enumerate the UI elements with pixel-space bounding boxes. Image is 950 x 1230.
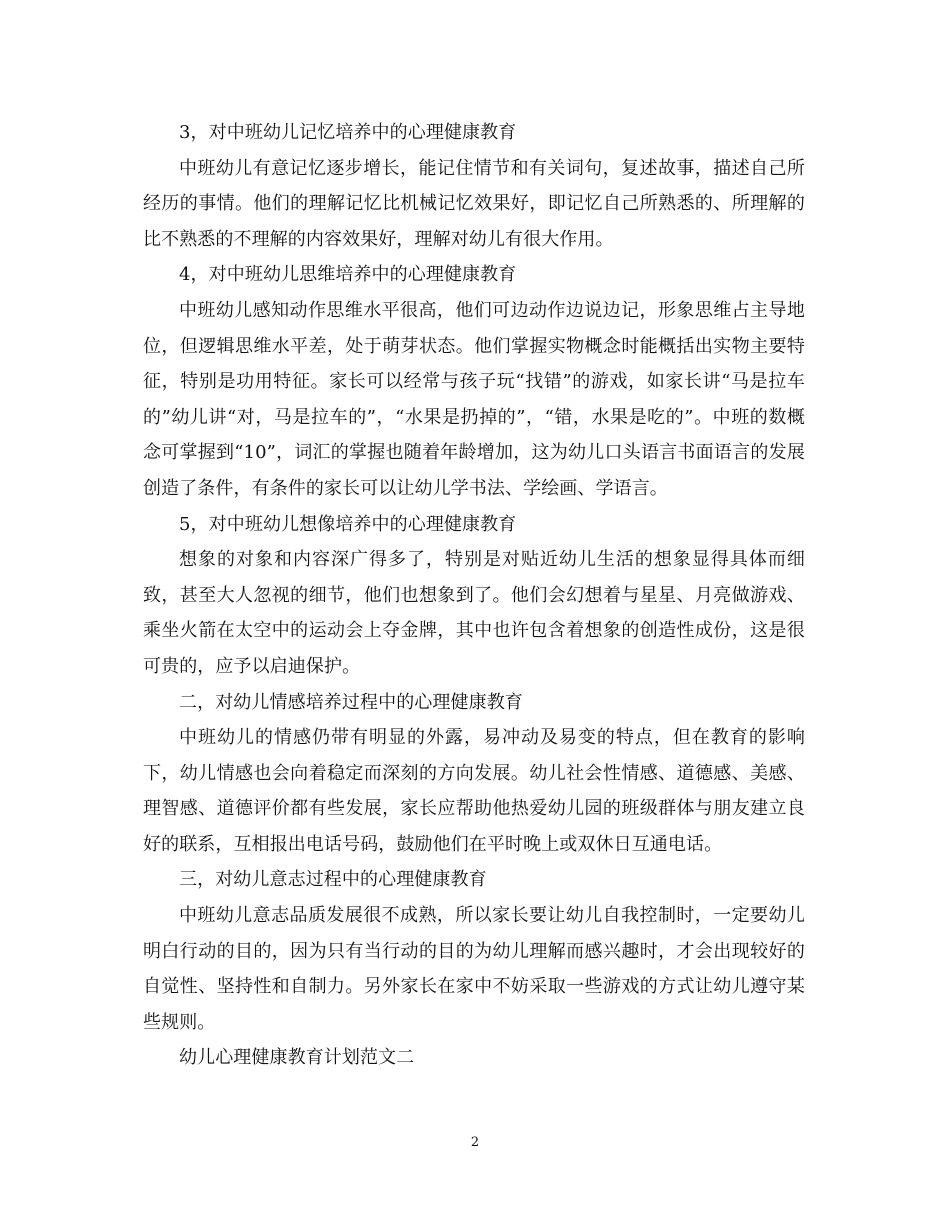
paragraph-thinking: 中班幼儿感知动作思维水平很高，他们可边动作边说边记，形象思维占主导地位，但逻辑思维水平差，处于萌芽状态。他们掌握实物概念时能概括出实物主要特征，特别是功用特征。家长可以经常与孩子玩“找错”的游戏，如家长讲“马是拉车的”幼儿讲“对，马是拉车的”，“水果是扔掉的”，“错，水果是吃的”。中班的数概念可掌握到“10”，词汇的掌握也随着年龄增加，这为幼儿口头语言书面语言的发展创造了条件，有条件的家长可以让幼儿学书法、学绘画、学语言。 <box>143 299 805 499</box>
paragraph-emotion: 中班幼儿的情感仍带有明显的外露，易冲动及易变的特点，但在教育的影响下，幼儿情感也会向着稳定而深刻的方向发展。幼儿社会性情感、道德感、美感、理智感、道德评价都有些发展，家长应帮助他热爱幼儿园的班级群体与朋友建立良好的联系，互相报出电话号码，鼓励他们在平时晚上或双休日互通电话。 <box>143 727 805 855</box>
paragraph-memory: 中班幼儿有意记忆逐步增长，能记住情节和有关词句，复述故事，描述自己所经历的事情。他们的理解记忆比机械记忆效果好，即记忆自己所熟悉的、所理解的比不熟悉的不理解的内容效果好，理解对幼儿有很大作用。 <box>143 157 805 250</box>
section-heading-thinking: 4，对中班幼儿思维培养中的心理健康教育 <box>179 264 517 286</box>
section-heading-emotion: 二，对幼儿情感培养过程中的心理健康教育 <box>179 691 523 713</box>
section-heading-imagination: 5，对中班幼儿想像培养中的心理健康教育 <box>179 513 517 535</box>
paragraph-imagination: 想象的对象和内容深广得多了，特别是对贴近幼儿生活的想象显得具体而细致，甚至大人忽视的细节，他们也想象到了。他们会幻想着与星星、月亮做游戏、乘坐火箭在太空中的运动会上夺金牌，其中也许包含着想象的创造性成份，这是很可贵的，应予以启迪保护。 <box>143 549 805 677</box>
section-heading-will: 三，对幼儿意志过程中的心理健康教育 <box>179 869 487 891</box>
section-heading-memory: 3，对中班幼儿记忆培养中的心理健康教育 <box>179 122 517 143</box>
paragraph-will: 中班幼儿意志品质发展很不成熟，所以家长要让幼儿自我控制时，一定要幼儿明白行动的目的，因为只有当行动的目的为幼儿理解而感兴趣时，才会出现较好的自觉性、坚持性和自制力。另外家长在家中不妨采取一些游戏的方式让幼儿遵守某些规则。 <box>143 905 805 1033</box>
document-body <box>143 115 805 1076</box>
page-number: 2 <box>470 1135 480 1150</box>
section-heading-sample-two: 幼儿心理健康教育计划范文二 <box>179 1047 415 1069</box>
